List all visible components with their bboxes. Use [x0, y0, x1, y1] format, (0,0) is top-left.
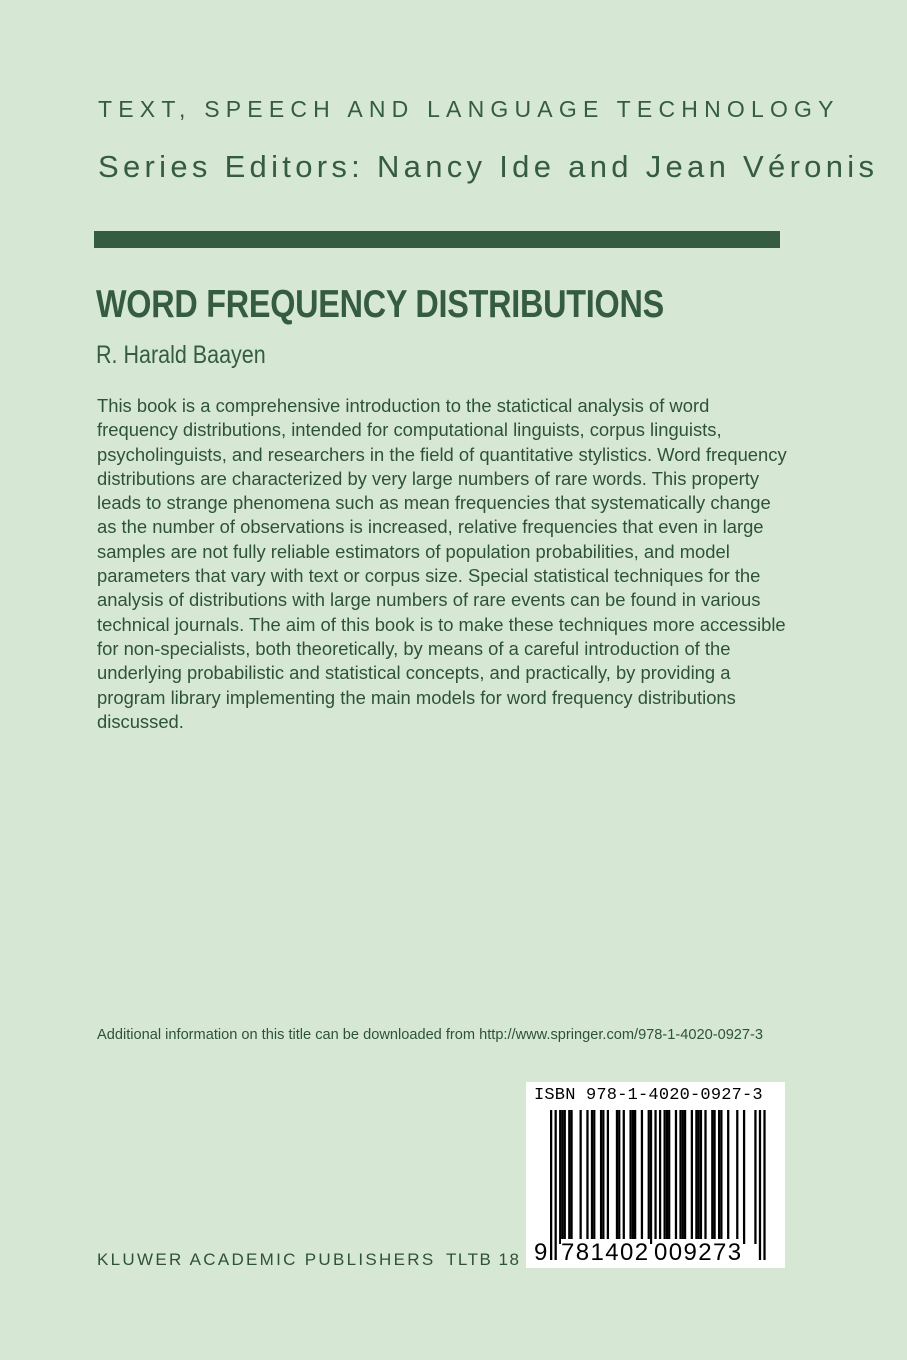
- barcode-bar: [759, 1110, 761, 1260]
- barcode-bar: [736, 1110, 738, 1244]
- book-title: WORD FREQUENCY DISTRIBUTIONS: [96, 283, 664, 326]
- barcode-bar: [682, 1110, 684, 1244]
- barcode-bar: [632, 1110, 634, 1244]
- barcode-bar: [641, 1110, 643, 1244]
- barcode-bar: [720, 1110, 722, 1244]
- barcode-bar: [754, 1110, 756, 1244]
- barcode-bar: [691, 1110, 693, 1244]
- barcode-bar: [763, 1110, 765, 1260]
- barcode-bar: [618, 1110, 620, 1244]
- barcode-bar: [623, 1110, 625, 1244]
- barcode-bar: [602, 1110, 604, 1244]
- barcode-bar: [704, 1110, 706, 1244]
- barcode-left-digits: 781402: [561, 1239, 650, 1266]
- barcode-bar: [711, 1110, 713, 1244]
- barcode-bar: [591, 1110, 593, 1244]
- barcode-bar: [648, 1110, 650, 1244]
- barcode-bar: [616, 1110, 618, 1244]
- series-title: TEXT, SPEECH AND LANGUAGE TECHNOLOGY: [98, 96, 840, 122]
- barcode-lead-digit: 9: [534, 1239, 548, 1266]
- barcode-bar: [593, 1110, 595, 1244]
- barcode-bar: [679, 1110, 681, 1244]
- series-editors: Series Editors: Nancy Ide and Jean Véronis: [98, 149, 879, 184]
- barcode-bar: [727, 1110, 729, 1244]
- divider-bar: [94, 231, 780, 248]
- barcode-bar: [668, 1110, 670, 1244]
- additional-info-link[interactable]: Additional information on this title can be downloaded from http://www.springer.com/978-1-4020-0927-3: [97, 1027, 764, 1043]
- barcode-bar: [718, 1110, 720, 1244]
- barcode-bar: [634, 1110, 636, 1244]
- barcode-bar: [586, 1110, 588, 1244]
- barcode-bar: [666, 1110, 668, 1244]
- isbn-barcode: [526, 1082, 785, 1268]
- barcode-bar: [629, 1110, 631, 1244]
- barcode-bar: [684, 1110, 686, 1244]
- barcode-bar: [555, 1110, 557, 1260]
- barcode-bar: [700, 1110, 702, 1244]
- barcode-bar: [570, 1110, 572, 1244]
- isbn-label: ISBN 978-1-4020-0927-3: [534, 1086, 763, 1105]
- book-author: R. Harald Baayen: [96, 341, 266, 369]
- barcode-bar: [659, 1110, 661, 1260]
- series-code: TLTB 18: [446, 1250, 521, 1269]
- barcode-bar: [698, 1110, 700, 1244]
- barcode-bar: [568, 1110, 570, 1244]
- barcode-bar: [600, 1110, 602, 1244]
- barcode-bar: [650, 1110, 652, 1244]
- barcode-right-digits: 009273: [654, 1239, 743, 1266]
- barcode-bar: [559, 1110, 561, 1244]
- barcode-bar: [743, 1110, 745, 1244]
- publisher-name: KLUWER ACADEMIC PUBLISHERS: [97, 1250, 436, 1269]
- barcode-bar: [550, 1110, 552, 1260]
- barcode-bar: [564, 1110, 566, 1244]
- barcode-bar: [664, 1110, 666, 1244]
- barcode-bar: [561, 1110, 563, 1244]
- book-description: This book is a comprehensive introduction to the statictical analysis of word frequency distributions, intended for computational linguists, corpus linguists, psycholinguists, and researchers in the field of quantitative stylistics. Word frequency distributions are characterized by very large numbers of rare words. This property leads to strange phenomena such as mean frequencies that systematically change as the number of observations is increased, relative frequencies that even in large samples are not fully reliable estimators of population probabilities, and model parameters that vary with text or corpus size. Special statistical techniques for the analysis of distributions with large numbers of rare events can be found in various technical journals. The aim of this book is to make these techniques more accessible for non-specialists, both theoretically, by means of a careful introduction of the underlying probabilistic and statistical concepts, and practically, by providing a program library implementing the main models for word frequency distributions discussed.: [97, 395, 787, 732]
- barcode-bar: [695, 1110, 697, 1244]
- barcode-bar: [607, 1110, 609, 1244]
- barcode-bar: [675, 1110, 677, 1244]
- barcode-bar: [713, 1110, 715, 1244]
- barcode-bar: [654, 1110, 656, 1260]
- barcode-bar: [580, 1110, 582, 1244]
